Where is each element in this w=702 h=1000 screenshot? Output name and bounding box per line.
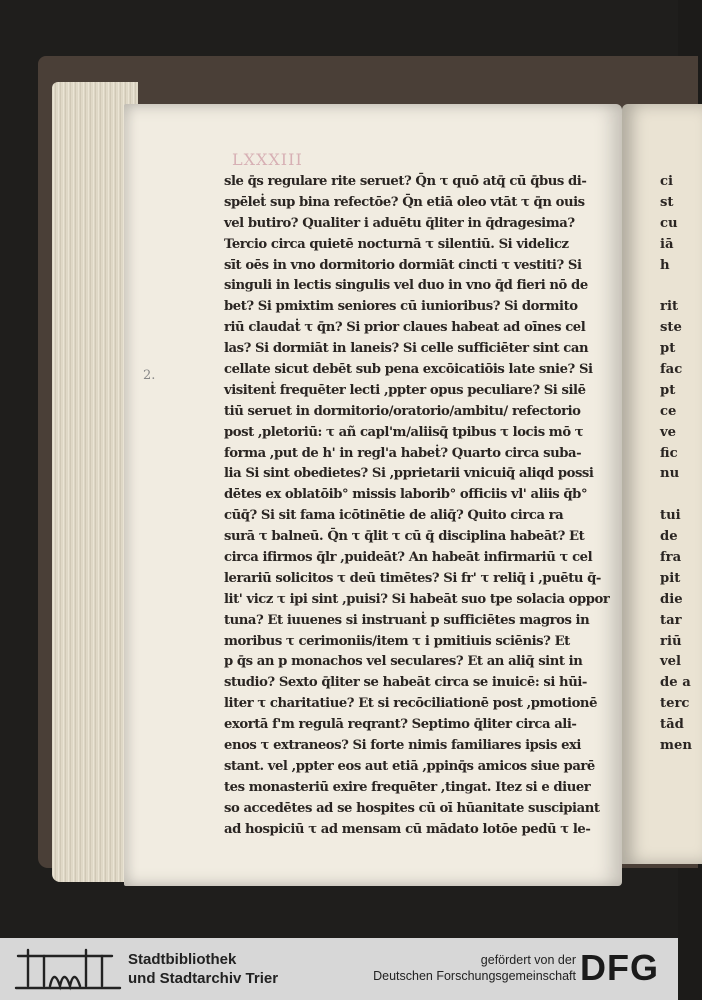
right-page-line: vel: [660, 654, 682, 670]
right-page-line: [660, 276, 692, 297]
text-line: post ,pletoriū: τ añ capl'm/aliisq̄ tpibus τ locis mō τ: [224, 424, 584, 440]
margin-annotation: 2.: [143, 368, 156, 383]
folio-number: LXXXIII: [232, 150, 303, 169]
library-name-line2: und Stadtarchiv Trier: [128, 970, 279, 987]
text-line: circa ifirmos q̄lr ,puideāt? An habeāt infirmariū τ cel: [224, 550, 593, 566]
text-line: ad hospiciū τ ad mensam cū mādato lotōe pedū τ le-: [224, 821, 591, 837]
right-page-line: pit: [660, 570, 681, 586]
text-line: riū claudaṫ τ q̄n? Si prior claues habeat ad oīnes cel: [224, 320, 586, 336]
right-page-line: h: [660, 257, 670, 273]
text-line: forma ,put de h' in regl'a habeṫ? Quarto circa suba-: [224, 445, 582, 461]
right-page-line: [660, 485, 692, 506]
text-line: cūq̄? Si sit fama icōtinētie de aliq̄? Quito circa ra: [224, 508, 564, 524]
text-line: tes monasteriū exire frequēter ,tingat. Itez si e diuer: [224, 779, 591, 795]
right-page-line: fra: [660, 550, 682, 566]
right-page-line: tād: [660, 717, 684, 733]
text-line: lit' vicz τ ipi sint ,puisi? Si habeāt suo tpe solacia oppor: [224, 591, 610, 607]
right-page-line: rit: [660, 299, 679, 315]
footer-bar: [0, 938, 678, 1000]
right-page-line: tui: [660, 508, 681, 524]
text-block: [224, 172, 610, 841]
right-page-line: terc: [660, 696, 690, 712]
text-line: p q̄s an p monachos vel seculares? Et an aliq̄ sint in: [224, 654, 583, 670]
right-page-line: ce: [660, 403, 677, 419]
text-line: Tercio circa quietē nocturnā τ silentiū. Si videlicz: [224, 236, 569, 252]
library-name-line1: Stadtbibliothek: [128, 951, 237, 968]
right-page-line: pt: [660, 382, 676, 398]
right-page-line: men: [660, 738, 692, 754]
text-line: bet? Si pmixtim seniores cū iunioribus? Si dormito: [224, 299, 578, 315]
right-page-line: de a: [660, 675, 691, 691]
text-line: so accedētes ad se hospites cū oī hūanitate suscipiant: [224, 800, 600, 816]
right-page-line: pt: [660, 341, 676, 357]
text-line: lia Si sint obedietes? Si ,pprietarii vnicuiq̄ aliqd possi: [224, 466, 594, 482]
text-line: enos τ extraneos? Si forte nimis familiares ipsis exi: [224, 738, 581, 754]
dfg-logo: DFG: [580, 947, 659, 988]
right-page-line: iā: [660, 236, 674, 252]
right-page-line: nu: [660, 466, 680, 482]
funding-note: [344, 952, 576, 984]
text-line: lerariū solicitos τ deū timētes? Si fr' τ reliq̄ i ,puētu q̄-: [224, 570, 601, 586]
text-line: stant. vel ,ppter eos aut etiā ,ppinq̄s amicos siue parē: [224, 758, 595, 774]
text-line: moribus τ cerimoniis/item τ i pmitiuis sciēnis? Et: [224, 633, 570, 649]
right-page-line: st: [660, 194, 674, 210]
text-line: liter τ charitatiue? Et si recōciliationē post ,pmotionē: [224, 696, 598, 712]
right-page-line: tar: [660, 612, 682, 628]
text-line: spēleṫ sup bina refectōe? Q̄n etiā oleo vtāt τ q̄n ouis: [224, 194, 585, 210]
text-line: vel butiro? Qualiter i aduētu q̄liter in q̄dragesima?: [224, 215, 575, 231]
text-line: studio? Sexto q̄liter se habeāt circa se inuicē: si hūi-: [224, 675, 587, 691]
right-page-line: fac: [660, 362, 683, 378]
text-line: sle q̄s regulare rite seruet? Q̄n τ quō atq̄ cū q̄bus di-: [224, 174, 587, 189]
right-page-line: ste: [660, 320, 682, 336]
right-page-text: [660, 172, 692, 757]
right-page-line: cu: [660, 215, 678, 231]
text-line: tuna? Et iuuenes si instruanṫ p sufficiētes magros in: [224, 612, 590, 628]
right-page-line: ve: [660, 424, 677, 440]
text-line: las? Si dormiāt in laneis? Si celle sufficiēter sint can: [224, 341, 589, 357]
text-line: surā τ balneū. Q̄n τ q̄lit τ cū q̄ disciplina habeāt? Et: [224, 529, 585, 545]
text-line: dētes ex oblatōib° missis laborib° officiis vl' aliis q̄b°: [224, 487, 588, 503]
text-line: tiū seruet in dormitorio/oratorio/ambitu/ refectorio: [224, 403, 581, 419]
library-logo-icon: [14, 944, 124, 994]
text-line: exortā f'm regulā reqrant? Septimo q̄liter circa ali-: [224, 717, 577, 733]
text-line: cellate sicut debēt sub pena excōicatiōis late snie? Si: [224, 362, 593, 378]
library-name: [128, 950, 278, 988]
right-page-line: riū: [660, 633, 682, 649]
text-line: sīt oēs in vno dormitorio dormiāt cincti τ vestiti? Si: [224, 257, 582, 273]
right-page-line: fic: [660, 445, 678, 461]
text-line: visitenṫ frequēter lecti ,ppter opus peculiare? Si silē: [224, 382, 586, 398]
right-page-line: de: [660, 529, 678, 545]
right-page-line: die: [660, 591, 683, 607]
text-line: singuli in lectis singulis vel duo in vno q̄d fieri nō de: [224, 278, 588, 294]
right-page-line: ci: [660, 174, 674, 189]
funding-line2: Deutschen Forschungsgemeinschaft: [373, 969, 576, 983]
funding-line1: gefördert von der: [480, 953, 576, 967]
